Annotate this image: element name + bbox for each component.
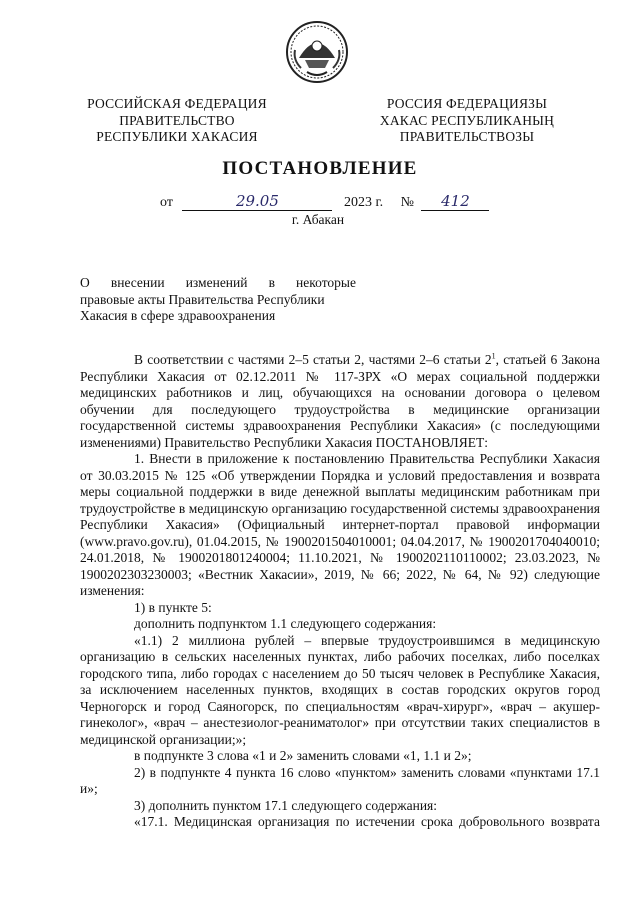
date-year: 2023 г.	[343, 195, 384, 210]
body-paragraph: 3) дополнить пунктом 17.1 следующего содержания:	[134, 797, 438, 813]
header-right-line: ПРАВИТЕЛЬСТВОЗЫ	[399, 129, 535, 144]
body-paragraph: 1) в пункте 5:	[134, 599, 212, 615]
header-left-line: ПРАВИТЕЛЬСТВО	[119, 112, 235, 128]
number-label: №	[400, 195, 414, 210]
subject-line: правовые акты Правительства Республики	[80, 291, 325, 307]
body-paragraph: «1.1) 2 миллиона рублей – впервые трудоустроившимся в медицинскую организацию в сельских населенных пунктах, либо рабочих поселках, либо поселках городского типа, либо городах с населением до 50 тысяч человек в Республике Хакасия, за исключением населенных пунктов, входящих в состав городских округов город Черногорск и город Саяногорск, по специальностям «врач-хирург», «врач – акушер-гинеколог», «врач – анестезиолог-реаниматолог» при отсутствии таких специалистов в медицинской организации;»;	[80, 632, 600, 747]
header-right-line: ХАКАС РЕСПУБЛИКАНЫҢ	[379, 112, 555, 128]
header-left-block	[72, 96, 282, 146]
date-number-line	[160, 194, 489, 211]
subject-line: О внесении изменений в некоторые	[80, 275, 356, 290]
date-handwritten: 29.05	[182, 194, 332, 211]
number-handwritten: 412	[421, 194, 489, 211]
subject-line: Хакасия в сфере здравоохранения	[80, 308, 276, 323]
coat-of-arms-emblem	[285, 20, 349, 84]
body-paragraph: 2) в подпункте 4 пункта 16 слово «пунктом» заменить словами «пунктами 17.1 и»;	[80, 764, 600, 796]
document-title: ПОСТАНОВЛЕНИЕ	[222, 158, 418, 179]
preamble-paragraph: В соответствии с частями 2–5 статьи 2, частями 2–6 статьи $2^1$, статьей 6 Закона Республики Хакасия от 02.12.2011 № 117-ЗРХ «О мерах социальной поддержки медицинских работников и лиц, обучающихся на основании договора о целевом обучении для последующего трудоустройства в медицинские организации государственной системы здравоохранения Республики Хакасия» (с последующими изменениями) Правительство Республики Хакасия ПОСТАНОВЛЯЕТ:	[80, 351, 600, 450]
header-right-block	[362, 96, 572, 146]
header-right-line: РОССИЯ ФЕДЕРАЦИЯЗЫ	[386, 96, 548, 111]
header-left-line: РЕСПУБЛИКИ ХАКАСИЯ	[96, 129, 258, 144]
document-body	[80, 352, 600, 831]
date-prefix: от	[160, 195, 173, 210]
header-left-line: РОССИЙСКАЯ ФЕДЕРАЦИЯ	[87, 96, 267, 111]
document-subject	[80, 275, 356, 325]
body-paragraph: дополнить подпунктом 1.1 следующего содержания:	[134, 616, 437, 631]
body-paragraph: 1. Внести в приложение к постановлению Правительства Республики Хакасия от 30.03.2015 № 125 «Об утверждении Порядка и условий предоставления и возврата меры социальной поддержки в виде денежной выплаты медицинским работникам при трудоустройстве в медицинскую организацию государственной системы здравоохранения Республики Хакасия» (Официальный интернет-портал правовой информации (www.pravo.gov.ru), 01.04.2015, № 1900201504010001; 04.04.2017, № 1900201704040010; 24.01.2018, № 1900201801240004; 11.10.2021, № 1900202110110002; 23.03.2023, № 1900202303230003; «Вестник Хакасии», 2019, № 66; 2022, № 64, № 92) следующие изменения:	[80, 451, 600, 598]
city-name: г. Абакан	[291, 212, 345, 227]
body-paragraph: в подпункте 3 слова «1 и 2» заменить словами «1, 1.1 и 2»;	[134, 748, 472, 763]
body-paragraph: «17.1. Медицинская организация по истечении срока добровольного возврата	[134, 814, 600, 829]
